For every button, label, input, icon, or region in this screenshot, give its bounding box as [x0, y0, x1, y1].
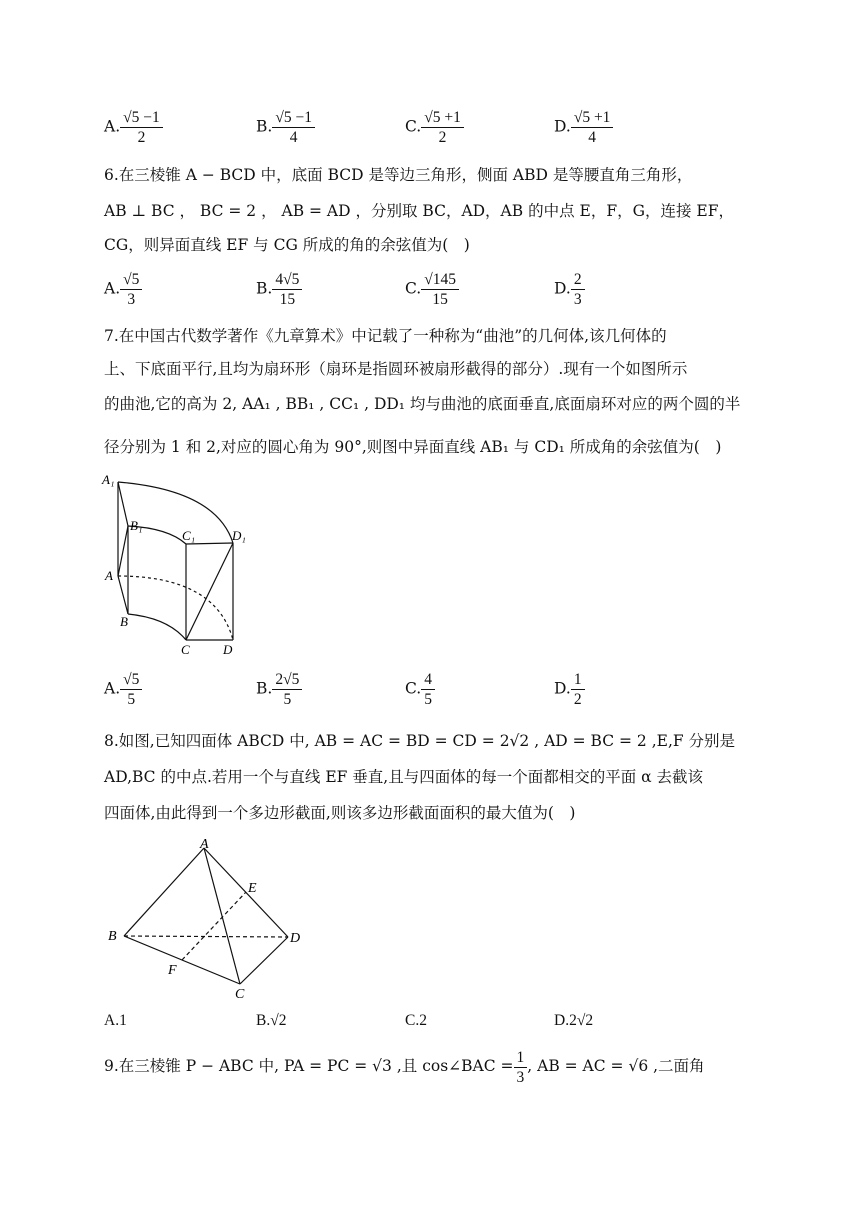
option-value: 1: [119, 1012, 127, 1029]
q8-option-a[interactable]: [104, 1012, 127, 1030]
edge-cd: [240, 937, 288, 984]
q9-stem-line-1: [104, 1046, 705, 1087]
segment-ab1: [118, 526, 128, 576]
fraction: $\frac{√5 -1}{2}$: [120, 108, 163, 147]
segment-ef-hidden: [182, 892, 246, 960]
edge-bd-hidden: [124, 936, 288, 937]
q6-option-c[interactable]: [405, 270, 459, 309]
label-a: A: [200, 837, 209, 852]
option-letter: A.: [104, 279, 121, 298]
q7-option-a[interactable]: [104, 670, 142, 709]
fraction: $\frac{√5 -1}{4}$: [272, 108, 315, 147]
inner-bottom-arc: [128, 614, 186, 640]
label-b: B: [120, 614, 128, 629]
segment-cd1: [186, 543, 233, 640]
fraction: $\frac{4√5}{15}$: [272, 270, 302, 309]
fraction: $\frac{1}{2}$: [571, 670, 585, 709]
q7-stem-line-4: 径分别为 1 和 2,对应的圆心角为 90°,则图中异面直线 AB₁ 与 CD₁ 所成角的余弦值为( ): [104, 438, 722, 456]
option-value: 2: [419, 1012, 427, 1029]
fraction: $\frac{2}{3}$: [571, 270, 585, 309]
option-letter: A.: [104, 117, 121, 136]
q6-stem-line-1: 6.在三棱锥 A − BCD 中，底面 BCD 是等边三角形，侧面 ABD 是等腰直角三角形，: [104, 166, 693, 184]
q7-option-d[interactable]: [554, 670, 585, 709]
option-letter: D.: [554, 679, 571, 698]
edge-ab: [124, 848, 204, 936]
fraction: $\frac{1}{3}$: [514, 1048, 528, 1087]
q9-prefix: 9.在三棱锥 P − ABC 中, PA = PC = √3 ,且 cos∠BAC =: [104, 1057, 514, 1075]
label-d: D: [290, 931, 301, 946]
q5-option-b[interactable]: [256, 108, 315, 147]
q6-stem-line-2: AB ⊥ BC ， BC = 2 ， AB = AD ，分别取 BC，AD，AB 的中点 E，F，G，连接 EF，: [104, 202, 734, 220]
q5-option-c[interactable]: [405, 108, 464, 147]
label-a: A: [105, 568, 113, 583]
q7-option-c[interactable]: [405, 670, 435, 709]
label-f: F: [168, 963, 177, 978]
q8-stem-line-1: 8.如图,已知四面体 ABCD 中, AB = AC = BD = CD = 2√2 , AD = BC = 2 ,E,F 分别是: [104, 732, 736, 750]
option-letter: D.: [554, 117, 571, 136]
q8-option-d[interactable]: [554, 1012, 593, 1030]
q7-stem-line-3: 的曲池,它的高为 2, AA₁ , BB₁ , CC₁ , DD₁ 均与曲池的底面垂直,底面扇环对应的两个圆的半: [104, 395, 741, 413]
q8-option-c[interactable]: [405, 1012, 427, 1030]
option-letter: B.: [256, 679, 273, 698]
fraction: $\frac{√5 +1}{4}$: [571, 108, 614, 147]
label-b1: B₁: [130, 518, 143, 533]
option-letter: C.: [405, 679, 422, 698]
q5-option-a[interactable]: [104, 108, 163, 147]
outer-top-arc: [118, 482, 233, 543]
option-value: 2√2: [569, 1012, 594, 1029]
option-value: √2: [270, 1012, 287, 1029]
fraction: $\frac{√5}{3}$: [120, 270, 142, 309]
edge-c1d1: [186, 543, 233, 544]
fraction: $\frac{√5}{5}$: [120, 670, 142, 709]
option-letter: C.: [405, 1012, 420, 1029]
option-letter: B.: [256, 279, 273, 298]
label-e: E: [248, 881, 257, 896]
option-letter: D.: [554, 279, 571, 298]
q8-tetrahedron-figure: [102, 832, 312, 1004]
option-letter: A.: [104, 679, 121, 698]
option-letter: D.: [554, 1012, 570, 1029]
label-b: B: [108, 929, 117, 944]
label-d: D: [223, 642, 233, 657]
option-letter: C.: [405, 279, 422, 298]
q5-option-d[interactable]: [554, 108, 613, 147]
q6-option-d[interactable]: [554, 270, 585, 309]
option-letter: A.: [104, 1012, 120, 1029]
q6-stem-line-3: CG，则异面直线 EF 与 CG 所成的角的余弦值为( ): [104, 236, 470, 254]
fraction: $\frac{√145}{15}$: [421, 270, 459, 309]
q8-stem-line-3: 四面体,由此得到一个多边形截面,则该多边形截面面积的最大值为( ): [104, 804, 576, 822]
fraction: $\frac{√5 +1}{2}$: [421, 108, 464, 147]
edge-ab: [118, 576, 128, 614]
option-letter: B.: [256, 117, 273, 136]
q7-option-b[interactable]: [256, 670, 302, 709]
option-letter: B.: [256, 1012, 271, 1029]
option-letter: C.: [405, 117, 422, 136]
label-c: C: [235, 987, 245, 1002]
q8-stem-line-2: AD,BC 的中点.若用一个与直线 EF 垂直,且与四面体的每一个面都相交的平面 α 去截该: [104, 768, 704, 786]
q8-option-b[interactable]: [256, 1012, 286, 1030]
q7-curved-pool-figure: [98, 468, 258, 660]
q6-option-b[interactable]: [256, 270, 302, 309]
label-a1: A₁: [102, 472, 115, 487]
q7-stem-line-1: 7.在中国古代数学著作《九章算术》中记载了一种称为“曲池”的几何体,该几何体的: [104, 327, 667, 345]
label-c: C: [181, 642, 190, 657]
edge-a1b1: [118, 482, 128, 526]
label-c1: C₁: [182, 528, 196, 543]
q7-stem-line-2: 上、下底面平行,且均为扇环形（扇环是指圆环被扇形截得的部分）.现有一个如图所示: [104, 360, 688, 378]
q6-option-a[interactable]: [104, 270, 142, 309]
label-d1: D₁: [232, 528, 246, 543]
edge-ac: [204, 848, 240, 984]
q9-suffix: , AB = AC = √6 ,二面角: [527, 1057, 705, 1075]
fraction: $\frac{2√5}{5}$: [272, 670, 302, 709]
fraction: $\frac{4}{5}$: [421, 670, 435, 709]
